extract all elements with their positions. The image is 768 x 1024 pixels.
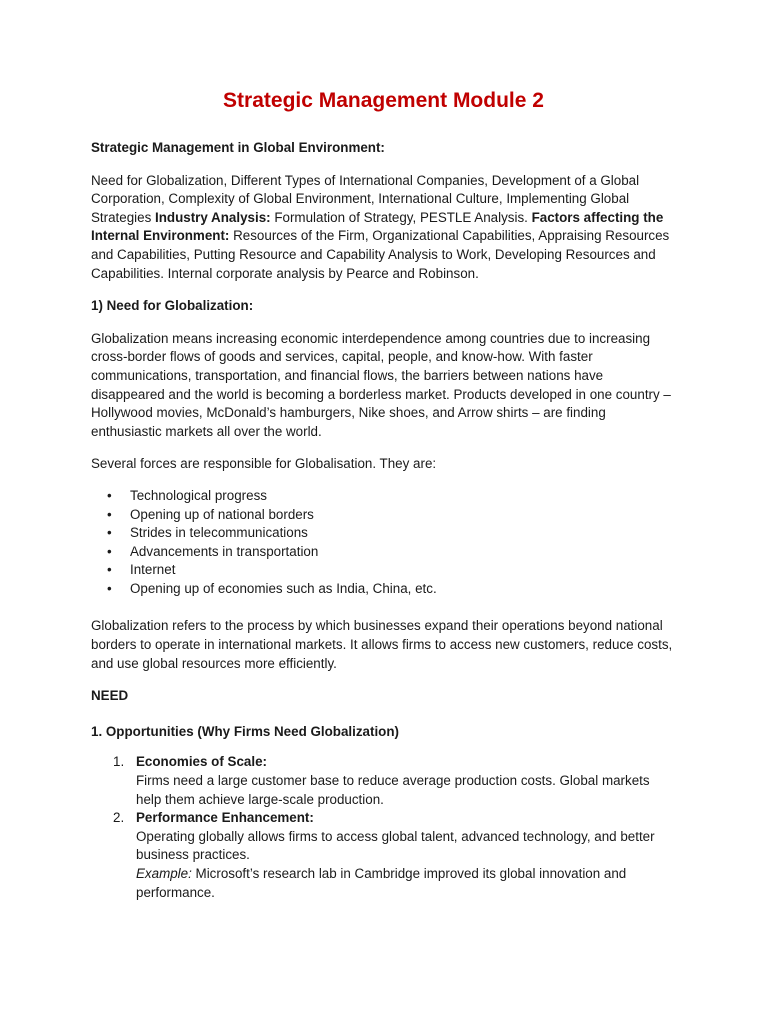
need-for-globalization-heading: 1) Need for Globalization: xyxy=(91,298,254,314)
list-item: • Strides in telecommunications xyxy=(130,524,676,543)
opportunity-title: Economies of Scale: xyxy=(136,754,267,770)
opportunity-example xyxy=(136,865,676,902)
list-item: • Opening up of economies such as India, China, etc. xyxy=(130,580,676,599)
overview-text-2: Formulation of Strategy, PESTLE Analysis. xyxy=(270,209,532,225)
bullet-icon: • xyxy=(107,506,112,522)
list-item xyxy=(113,753,676,809)
opportunity-text: Operating globally allows firms to access global talent, advanced technology, and better business practices. xyxy=(136,828,655,863)
overview-bold-industry-analysis: Industry Analysis: xyxy=(155,209,271,225)
definition-paragraph: Globalization refers to the process by which businesses expand their operations beyond national borders to operate in international markets. It allows firms to access new customers, reduce costs, and use global resources more efficiently. xyxy=(91,618,673,671)
list-number: 2. xyxy=(113,810,125,826)
list-item xyxy=(113,809,676,902)
overview-text-3: Resources of the Firm, Organizational Capabilities, Appraising Resources and Capabilities, Putting Resource and Capability Analysis to Work, Developing Resources and Capabilities. Internal corporate analysis by Pearce and Robinson. xyxy=(91,228,670,281)
example-text: Microsoft’s research lab in Cambridge improved its global innovation and performance. xyxy=(136,866,627,900)
need-label: NEED xyxy=(91,688,129,704)
overview-paragraph xyxy=(91,172,676,284)
opportunity-text: Firms need a large customer base to reduce average production costs. Global markets help them achieve large-scale production. xyxy=(136,773,650,807)
page-title: Strategic Management Module 2 xyxy=(223,89,544,112)
overview-text-1: Need for Globalization, Different Types of International Companies, Development of a Global Corporation, Complexity of Global Environment, International Culture, Implementing Global Strategies xyxy=(91,172,640,225)
list-item: • Internet xyxy=(130,561,676,580)
example-label: Example: xyxy=(136,866,192,881)
forces-list xyxy=(91,487,676,599)
globalization-paragraph: Globalization means increasing economic interdependence among countries due to increasing cross-border flows of goods and services, capital, people, and know-how. With faster communications, transportation, and financial flows, the barriers between nations have disappeared and the world is becoming a borderless market. Products developed in one country – Hollywood movies, McDonald’s hamburgers, Nike shoes, and Arrow shirts – are finding enthusiastic markets all over the world. xyxy=(91,330,671,439)
list-item: • Opening up of national borders xyxy=(130,506,676,525)
bullet-icon: • xyxy=(107,543,112,559)
list-number: 1. xyxy=(113,754,125,770)
opportunity-title: Performance Enhancement: xyxy=(136,810,314,826)
list-item: • Technological progress xyxy=(130,487,676,506)
bullet-icon: • xyxy=(107,525,112,541)
section-heading: Strategic Management in Global Environment: xyxy=(91,140,385,155)
opportunities-list xyxy=(91,753,676,902)
forces-intro: Several forces are responsible for Globalisation. They are: xyxy=(91,456,437,472)
overview-bold-internal-environment: Factors affecting the Internal Environment: xyxy=(91,209,664,244)
bullet-icon: • xyxy=(107,580,112,596)
bullet-icon: • xyxy=(107,562,112,578)
list-item: • Advancements in transportation xyxy=(130,543,676,562)
bullet-icon: • xyxy=(107,487,112,503)
opportunities-heading: 1. Opportunities (Why Firms Need Globalization) xyxy=(91,723,400,739)
